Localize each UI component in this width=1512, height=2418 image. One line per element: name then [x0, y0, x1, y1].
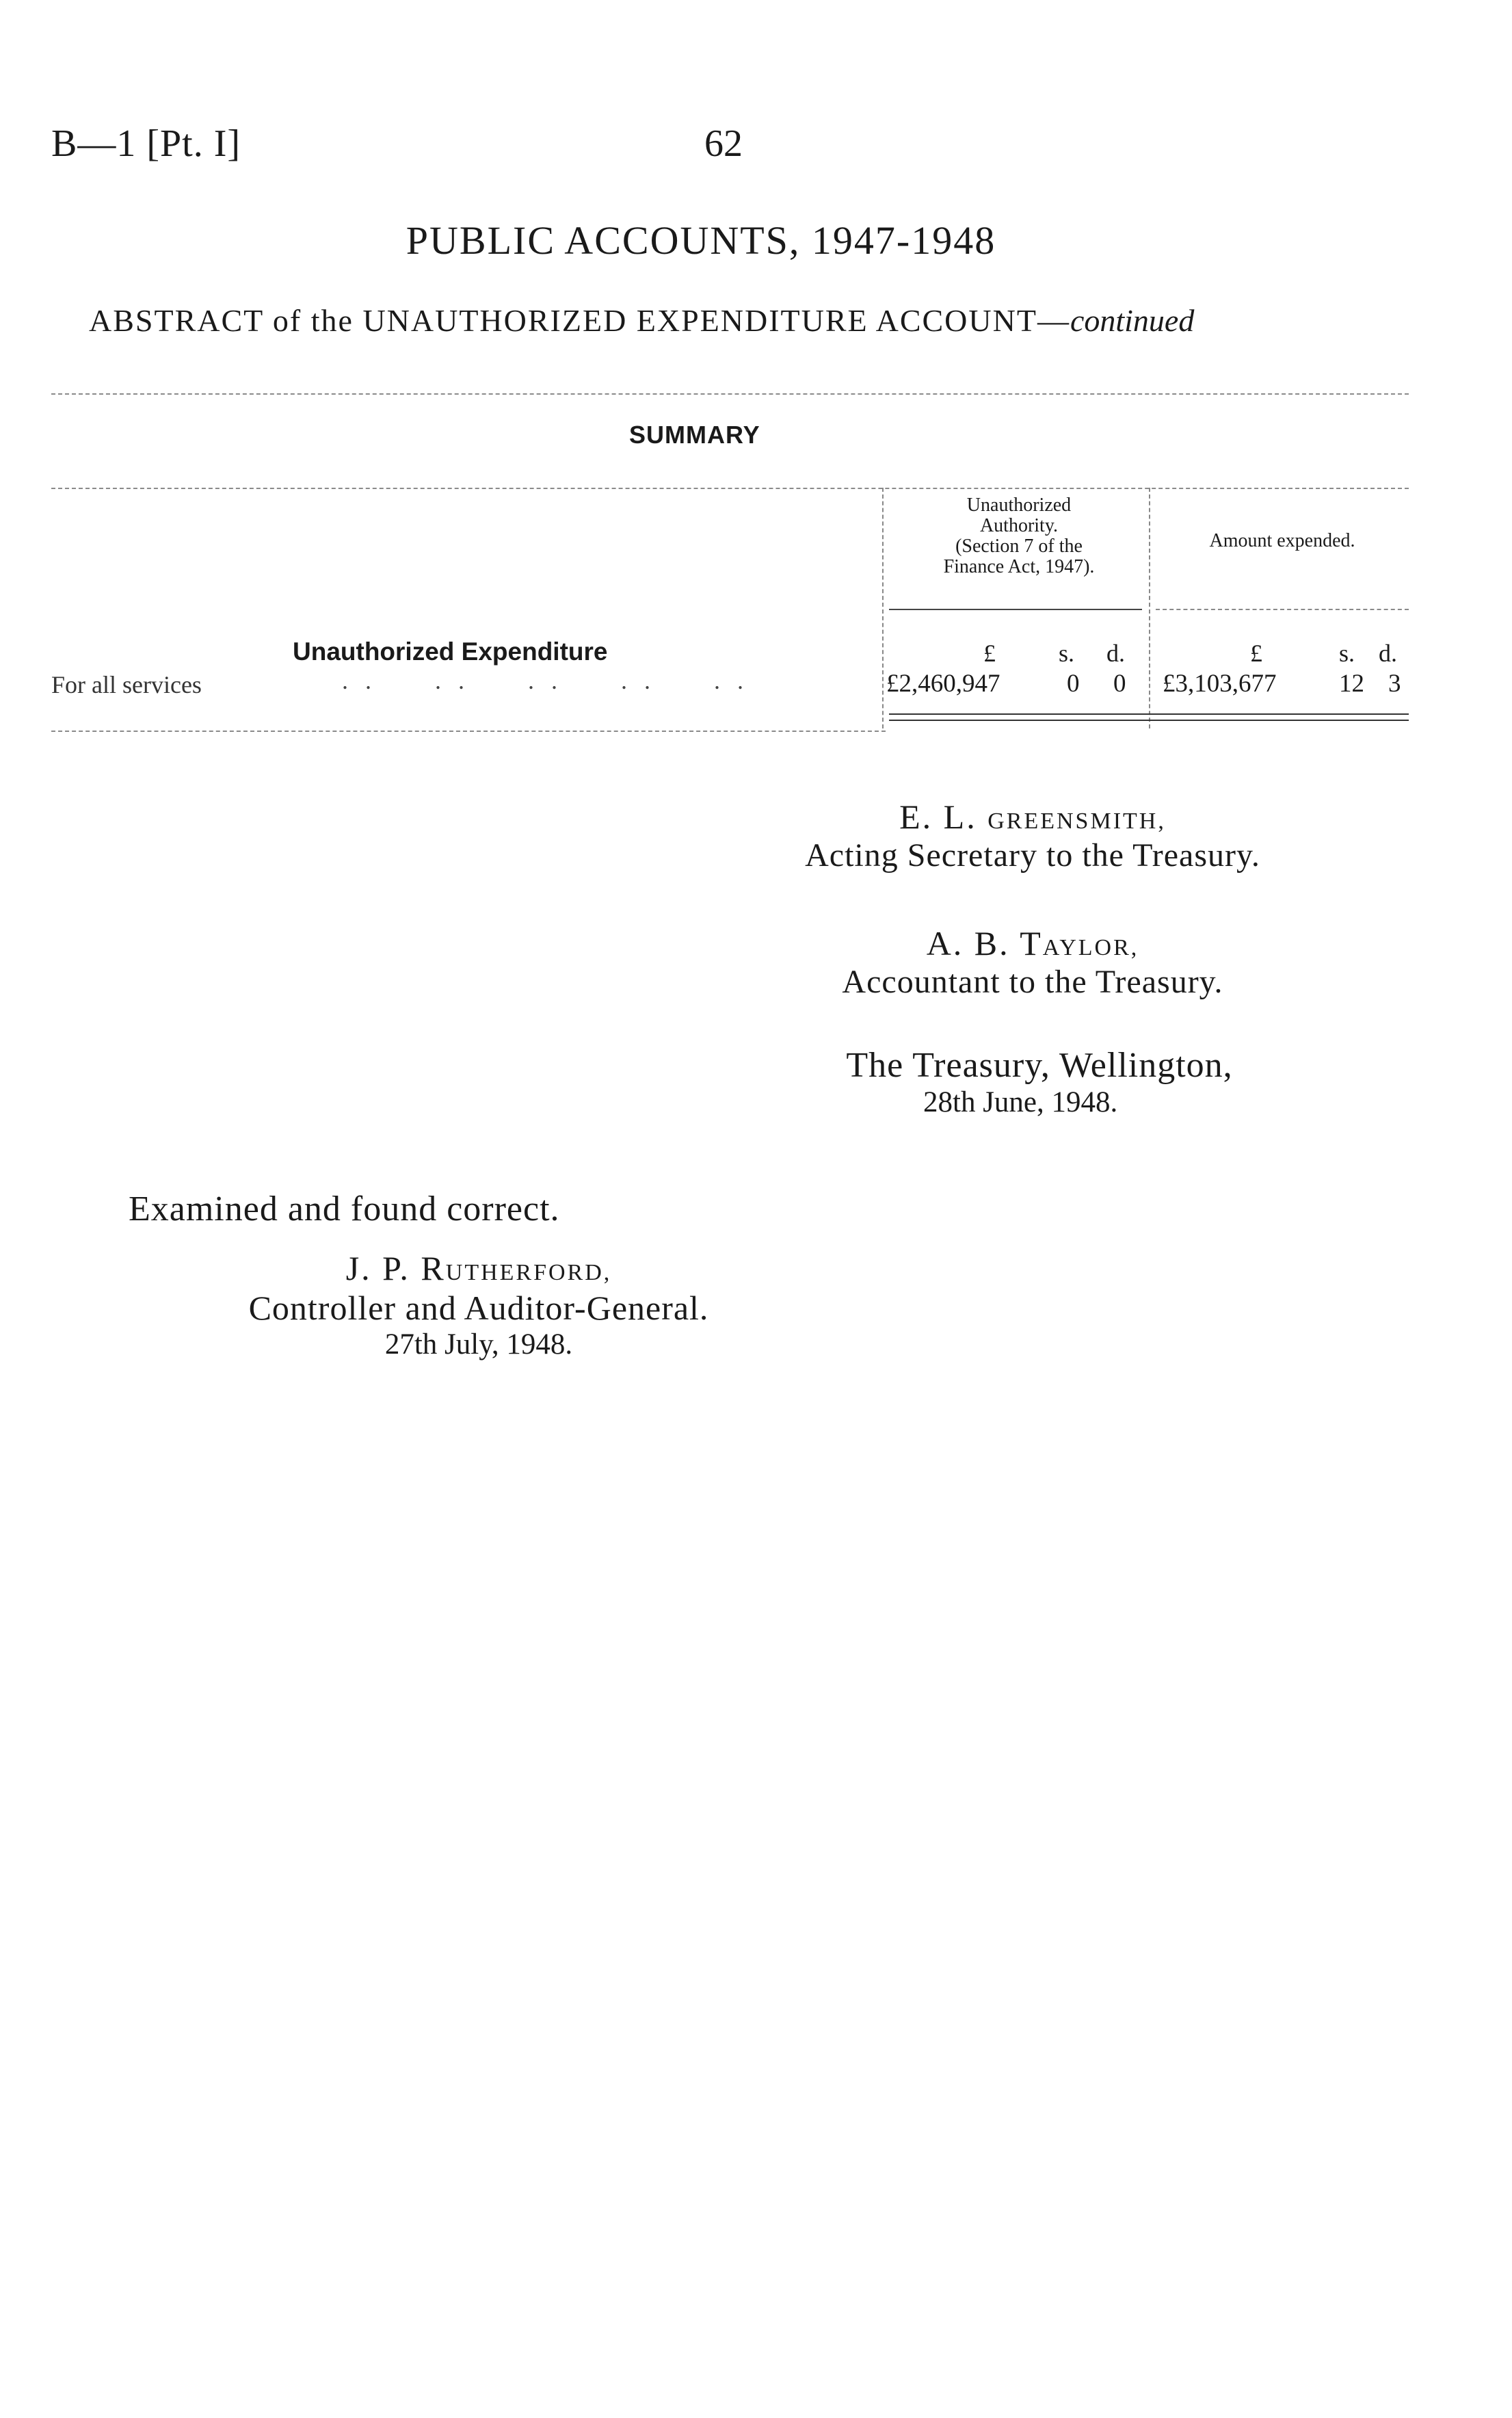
expended-pence: 3: [1388, 670, 1401, 698]
authority-line: Unauthorized: [966, 495, 1072, 516]
dot-leader: . . . . . . . . . .: [342, 667, 749, 694]
expended-shillings: 12: [1339, 670, 1364, 698]
signatory-name: A. B. TAYLOR,: [926, 924, 1139, 962]
total-double-rule: [889, 713, 1409, 715]
shilling-unit: s.: [1059, 640, 1075, 667]
row-heading: Unauthorized Expenditure: [293, 638, 608, 666]
authority-pounds: £2,460,947: [886, 670, 1000, 698]
page-number: 62: [704, 122, 743, 165]
signatory-title: Accountant to the Treasury.: [842, 964, 1223, 1000]
pound-unit: £: [983, 640, 996, 667]
document-reference: B—1 [Pt. I]: [51, 122, 241, 165]
total-double-rule: [889, 720, 1409, 721]
treasury-accountant-signature: [725, 923, 1340, 1001]
audit-date: 27th July, 1948.: [384, 1328, 573, 1361]
pound-unit: £: [1250, 640, 1262, 667]
table-top-rule: [51, 488, 1409, 489]
treasury-secretary-signature: [725, 797, 1340, 874]
page-title: PUBLIC ACCOUNTS, 1947-1948: [406, 218, 996, 263]
audit-statement: Examined and found correct.: [129, 1190, 560, 1228]
signatory-name: E. L. GREENSMITH,: [899, 798, 1166, 836]
auditor-signature: [137, 1248, 821, 1361]
header-underline-authority: [889, 609, 1142, 610]
subtitle-continued: continued: [1070, 303, 1195, 338]
column-header-amount-expended: Amount expended.: [1209, 530, 1355, 551]
signatory-title: Controller and Auditor-General.: [248, 1289, 709, 1327]
section-subtitle: [89, 302, 1194, 339]
expended-pounds: £3,103,677: [1163, 670, 1277, 698]
pence-unit: d.: [1106, 640, 1125, 667]
authority-shillings: 0: [1067, 670, 1080, 698]
table-bottom-rule: [51, 731, 886, 732]
authority-pence: 0: [1113, 670, 1126, 698]
authority-line: Authority.: [979, 515, 1059, 536]
row-label: For all services: [51, 671, 202, 698]
signatory-title: Acting Secretary to the Treasury.: [805, 837, 1260, 873]
place-date: 28th June, 1948.: [923, 1086, 1118, 1118]
column-header-authority: [882, 495, 1156, 577]
pence-unit: d.: [1379, 640, 1397, 667]
summary-heading: SUMMARY: [629, 421, 760, 449]
authority-line: (Section 7 of the: [955, 536, 1083, 557]
subtitle-main: ABSTRACT of the UNAUTHORIZED EXPENDITURE ACCOUNT—: [89, 303, 1070, 338]
shilling-unit: s.: [1339, 640, 1355, 667]
authority-line: Finance Act, 1947).: [943, 556, 1095, 577]
place: The Treasury, Wellington,: [846, 1046, 1233, 1085]
top-rule: [51, 393, 1409, 395]
signatory-name: J. P. RUTHERFORD,: [345, 1249, 612, 1287]
header-underline-amount: [1156, 609, 1409, 610]
place-and-date: [766, 1045, 1313, 1119]
